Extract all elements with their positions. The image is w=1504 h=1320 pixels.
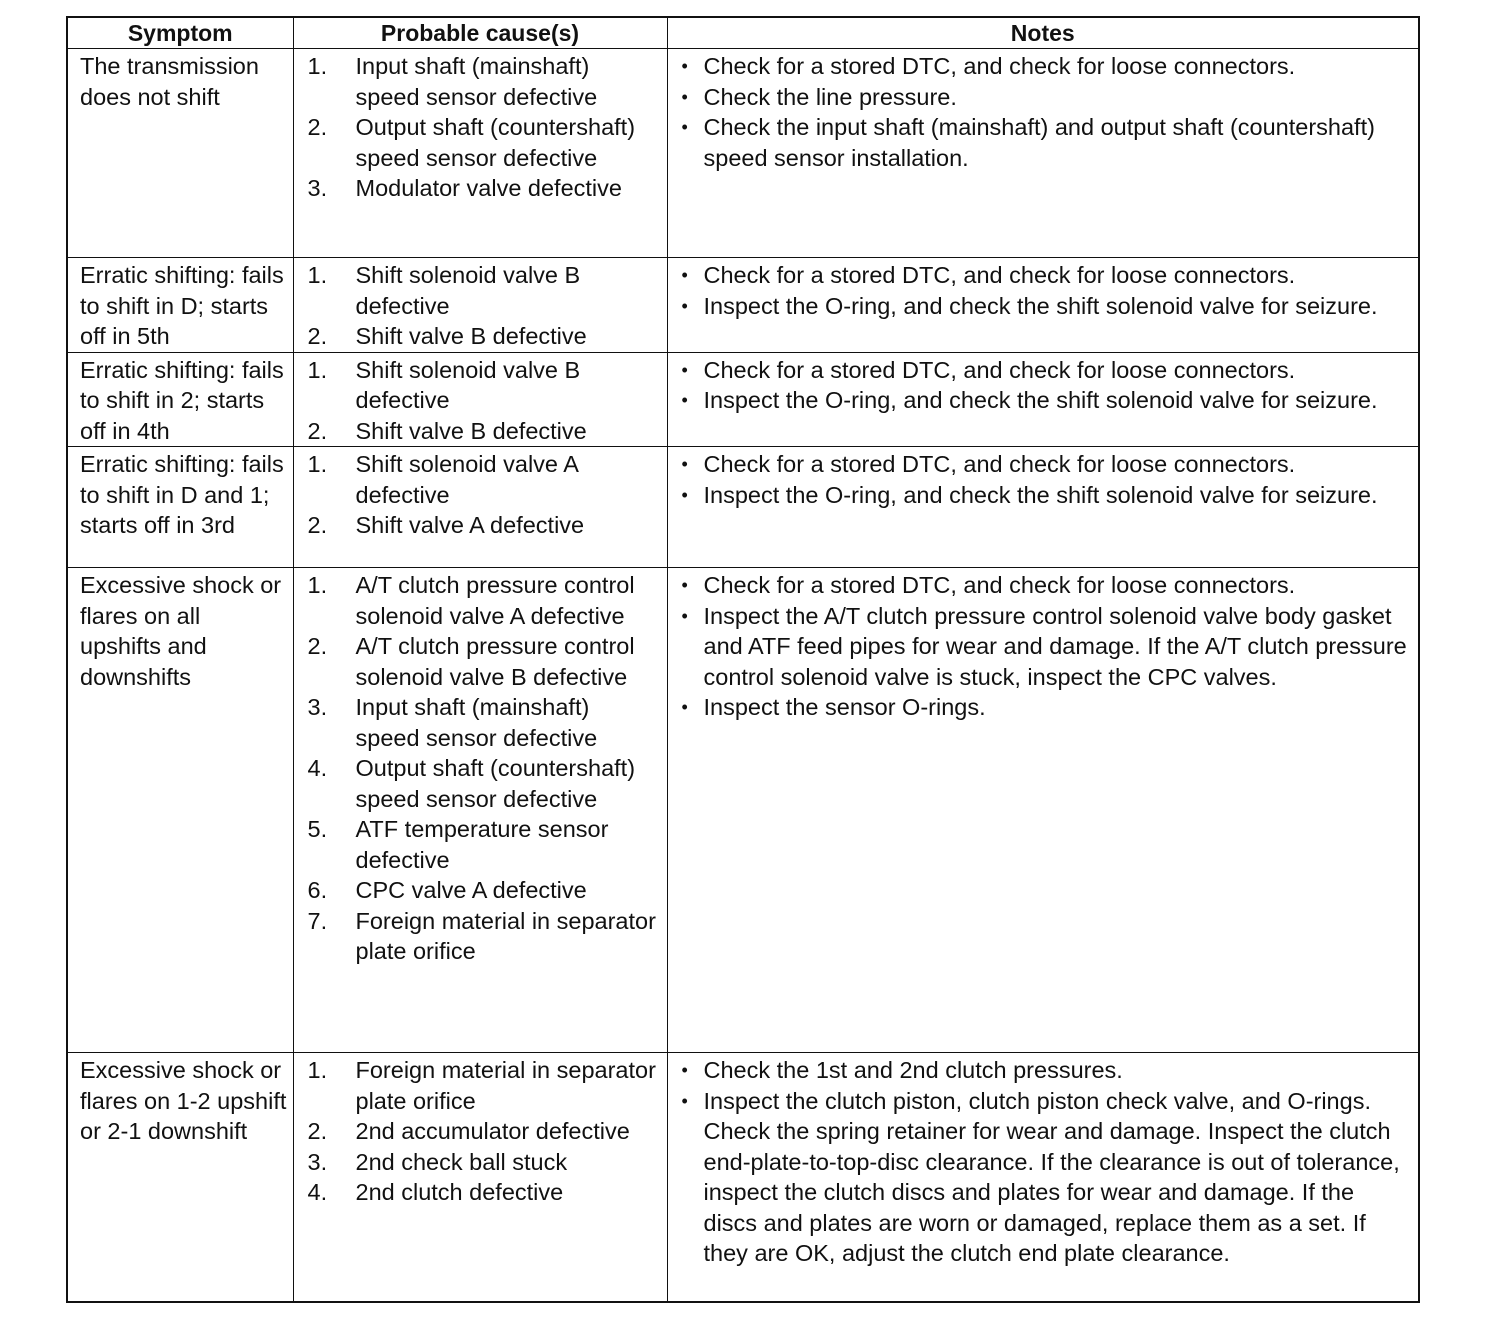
note-text: Check for a stored DTC, and check for loose connectors. [703, 451, 1296, 477]
cause-number: 1. [307, 262, 328, 288]
note-item [682, 112, 1419, 173]
cause-item [308, 510, 667, 541]
note-text: Check for a stored DTC, and check for loose connectors. [703, 572, 1296, 598]
cause-item [308, 1177, 667, 1208]
note-item [682, 480, 1419, 511]
note-item [682, 385, 1419, 416]
cause-number: 3. [307, 1148, 328, 1175]
cause-text: Input shaft (mainshaft) speed sensor defective [355, 53, 598, 110]
causes-cell [293, 258, 667, 353]
note-text: Inspect the A/T clutch pressure control solenoid valve body gasket and ATF feed pipes for wear and damage. If the A/T clutch pressure control solenoid valve is stuck, inspect the CPC valves. [703, 602, 1407, 690]
note-item [682, 355, 1419, 386]
cause-text: Shift solenoid valve A defective [355, 451, 578, 508]
note-text: Inspect the clutch piston, clutch piston check valve, and O-rings. Check the spring retainer for wear and damage. Inspect the clutch end-plate-to-top-disc clearance. If the clearance is out of tolerance, inspect the clutch discs and plates for wear and damage. If the discs and plates are worn or damaged, replace them as a set. If they are OK, adjust the clutch end plate clearance. [703, 1087, 1400, 1266]
table-row [67, 258, 1419, 353]
cause-number: 2. [307, 1118, 328, 1144]
cause-number: 7. [307, 907, 328, 934]
cause-item [308, 112, 667, 173]
cause-text: Shift valve B defective [355, 323, 587, 349]
notes-cell [667, 447, 1419, 568]
note-item [682, 449, 1419, 480]
note-text: Inspect the O-ring, and check the shift solenoid valve for seizure. [703, 387, 1378, 413]
table-row [67, 447, 1419, 568]
cause-text: Foreign material in separator plate orifice [355, 907, 656, 964]
cause-text: Output shaft (countershaft) speed sensor defective [355, 755, 636, 812]
notes-cell [667, 568, 1419, 1053]
cause-text: Shift solenoid valve B defective [355, 262, 581, 319]
cause-number: 6. [307, 877, 328, 903]
note-text: Check the line pressure. [703, 83, 957, 110]
cause-text: 2nd check ball stuck [355, 1148, 568, 1175]
cause-item [308, 692, 667, 753]
causes-cell [293, 352, 667, 447]
cause-item [308, 906, 667, 967]
symptom-cell: Excessive shock or flares on 1-2 upshift or 2-1 downshift [67, 1053, 293, 1303]
note-text: Check for a stored DTC, and check for loose connectors. [703, 53, 1296, 79]
bullet-icon: • [681, 265, 688, 285]
cause-item [308, 814, 667, 875]
cause-item [308, 260, 667, 321]
note-item [682, 601, 1419, 693]
troubleshooting-table-wrapper [66, 16, 1418, 1303]
cause-text: Output shaft (countershaft) speed sensor defective [355, 114, 636, 171]
cause-number: 1. [307, 572, 328, 598]
cause-text: Shift solenoid valve B defective [355, 356, 581, 413]
bullet-icon: • [681, 390, 688, 410]
cause-number: 3. [307, 175, 328, 201]
bullet-icon: • [681, 1090, 688, 1111]
cause-item [308, 753, 667, 814]
note-item [682, 51, 1419, 82]
note-item [682, 82, 1419, 113]
cause-item [308, 875, 667, 906]
table-row [67, 568, 1419, 1053]
cause-number: 2. [307, 323, 328, 349]
cause-text: 2nd clutch defective [355, 1179, 564, 1205]
cause-item [308, 321, 667, 352]
bullet-icon: • [681, 1060, 688, 1080]
cause-text: Foreign material in separator plate orifice [355, 1057, 656, 1114]
cause-text: 2nd accumulator defective [355, 1118, 630, 1144]
symptom-cell: Excessive shock or flares on all upshifts and downshifts [67, 568, 293, 1053]
bullet-icon: • [681, 484, 688, 505]
note-text: Inspect the sensor O-rings. [703, 694, 986, 720]
cause-text: CPC valve A defective [355, 877, 587, 903]
troubleshooting-table [66, 16, 1420, 1303]
table-row [67, 352, 1419, 447]
cause-text: Input shaft (mainshaft) speed sensor defective [355, 694, 598, 751]
cause-number: 1. [307, 451, 328, 477]
note-item [682, 692, 1419, 723]
bullet-icon: • [681, 86, 688, 107]
cause-number: 5. [307, 816, 328, 842]
bullet-icon: • [681, 605, 688, 626]
symptom-cell: The transmission does not shift [67, 49, 293, 258]
cause-number: 2. [307, 633, 328, 659]
note-text: Inspect the O-ring, and check the shift solenoid valve for seizure. [703, 481, 1378, 508]
header-symptom: Symptom [67, 17, 293, 49]
cause-item [308, 570, 667, 631]
note-text: Check the input shaft (mainshaft) and output shaft (countershaft) speed sensor installation. [703, 114, 1375, 171]
cause-number: 4. [307, 1179, 328, 1205]
symptom-cell: Erratic shifting: fails to shift in D; starts off in 5th [67, 258, 293, 353]
cause-number: 4. [307, 755, 328, 781]
cause-text: Shift valve B defective [355, 417, 587, 444]
notes-cell [667, 1053, 1419, 1303]
cause-item [308, 449, 667, 510]
cause-item [308, 1147, 667, 1178]
cause-number: 1. [307, 1057, 328, 1083]
cause-item [308, 355, 667, 416]
cause-item [308, 1055, 667, 1116]
cause-number: 2. [307, 114, 328, 140]
cause-text: ATF temperature sensor defective [355, 816, 609, 873]
cause-item [308, 631, 667, 692]
cause-text: A/T clutch pressure control solenoid valve A defective [355, 572, 635, 629]
note-item [682, 570, 1419, 601]
bullet-icon: • [681, 697, 688, 717]
causes-cell [293, 568, 667, 1053]
notes-cell [667, 352, 1419, 447]
cause-number: 1. [307, 356, 328, 383]
cause-item [308, 416, 667, 447]
header-notes: Notes [667, 17, 1419, 49]
cause-item [308, 51, 667, 112]
note-item [682, 1086, 1419, 1269]
cause-item [308, 1116, 667, 1147]
table-row [67, 49, 1419, 258]
bullet-icon: • [681, 454, 688, 474]
causes-cell [293, 1053, 667, 1303]
bullet-icon: • [681, 56, 688, 76]
bullet-icon: • [681, 117, 688, 137]
cause-number: 3. [307, 694, 328, 720]
bullet-icon: • [681, 359, 688, 380]
symptom-cell: Erratic shifting: fails to shift in 2; starts off in 4th [67, 352, 293, 447]
notes-cell [667, 49, 1419, 258]
table-row [67, 1053, 1419, 1303]
note-text: Check for a stored DTC, and check for loose connectors. [703, 356, 1296, 383]
notes-cell [667, 258, 1419, 353]
note-text: Check for a stored DTC, and check for loose connectors. [703, 262, 1296, 288]
note-text: Check the 1st and 2nd clutch pressures. [703, 1057, 1123, 1083]
cause-text: A/T clutch pressure control solenoid valve B defective [355, 633, 635, 690]
causes-cell [293, 447, 667, 568]
cause-number: 2. [307, 417, 328, 444]
header-probable-causes: Probable cause(s) [293, 17, 667, 49]
cause-item [308, 173, 667, 204]
cause-number: 2. [307, 512, 328, 538]
cause-text: Modulator valve defective [355, 175, 622, 201]
bullet-icon: • [681, 575, 688, 595]
cause-number: 1. [307, 53, 328, 79]
note-item [682, 1055, 1419, 1086]
header-row [67, 17, 1419, 49]
note-item [682, 260, 1419, 291]
note-item [682, 291, 1419, 322]
cause-text: Shift valve A defective [355, 512, 585, 538]
bullet-icon: • [681, 295, 688, 316]
note-text: Inspect the O-ring, and check the shift solenoid valve for seizure. [703, 292, 1378, 319]
causes-cell [293, 49, 667, 258]
symptom-cell: Erratic shifting: fails to shift in D and 1; starts off in 3rd [67, 447, 293, 568]
